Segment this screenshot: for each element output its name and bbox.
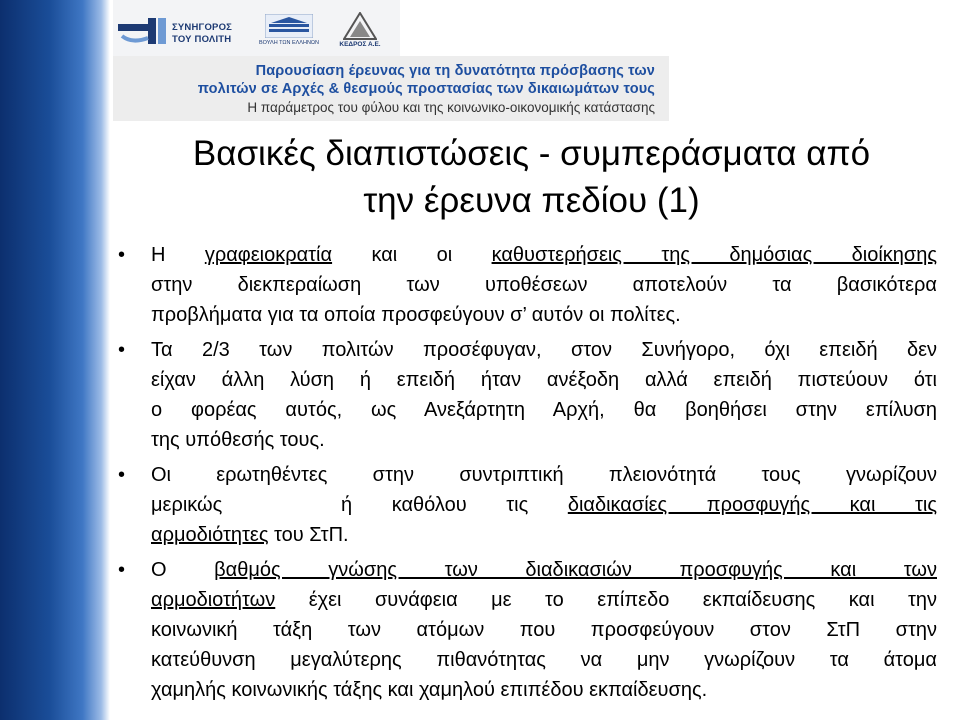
bullet-1-line-3: προβλήματα για τα οποία προσφεύγουν σ’ αυτόν οι πολίτες. (151, 304, 681, 326)
bullet-item-1 (113, 240, 937, 330)
bullet-item-2 (113, 335, 937, 455)
bullet-4-line-1: Ο βαθμός γνώσης των διαδικασιών προσφυγής και των (151, 559, 937, 581)
underlined-phrase: διαδικασίες προσφυγής και τις (567, 494, 937, 516)
bullet-4-line-2: αρμοδιοτήτων έχει συνάφεια με το επίπεδο εκπαίδευσης και την (151, 589, 937, 611)
bullet-2-line-4: της υπόθεσής τους. (151, 429, 325, 451)
research-banner (113, 56, 669, 121)
spoc-logo (118, 0, 233, 56)
bullet-mark: • (118, 464, 126, 486)
banner-line-2: πολιτών σε Αρχές & θεσμούς προστασίας των δικαιωμάτων τους (197, 81, 655, 97)
bullet-4-line-3: κοινωνική τάξη των ατόμων που προσφεύγουν στον ΣτΠ στην (151, 619, 937, 641)
slide-title-line-1: Βασικές διαπιστώσεις - συμπεράσματα από (192, 134, 871, 173)
bullet-mark: • (118, 559, 126, 581)
parliament-logo-text: ΒΟΥΛΗ ΤΩΝ ΕΛΛΗΝΩΝ (258, 40, 320, 46)
bullet-2-line-2: είχαν άλλη λύση ή επειδή ήταν ανέξοδη αλλά επειδή πιστεύουν ότι (151, 369, 937, 391)
bullet-item-3 (113, 460, 937, 550)
kedros-logo (335, 0, 385, 56)
bullet-item-4 (113, 555, 937, 705)
bullet-4-line-4: κατεύθυνση μεγαλύτερης πιθανότητας να μην γνωρίζουν τα άτομα (151, 649, 937, 671)
underlined-phrase: καθυστερήσεις της δημόσιας διοίκησης (491, 244, 938, 266)
kedros-logo-text: ΚΕΔΡΟΣ Α.Ε. (339, 41, 381, 48)
bullet-2-line-3: ο φορέας αυτός, ως Ανεξάρτητη Αρχή, θα βοηθήσει στην επίλυση (151, 399, 937, 421)
banner-line-1: Παρουσίαση έρευνας για τη δυνατότητα πρόσβασης των (255, 63, 655, 79)
bullet-3-line-3: αρμοδιότητες του ΣτΠ. (151, 524, 349, 546)
underlined-phrase: βαθμός γνώσης των διαδικασιών προσφυγής και των (214, 559, 937, 581)
bullet-2-line-1: Τα 2/3 των πολιτών προσέφυγαν, στον Συνήγορο, όχι επειδή δεν (151, 339, 937, 361)
bullet-list (113, 240, 937, 710)
sidebar-gradient (0, 0, 110, 720)
underlined-phrase: γραφειοκρατία (204, 244, 333, 266)
bullet-1-line-2: στην διεκπεραίωση των υποθέσεων αποτελούν τα βασικότερα (151, 274, 937, 296)
bullet-3-line-1: Οι ερωτηθέντες στην συντριπτική πλειονότητά τους γνωρίζουν (151, 464, 937, 486)
bullet-mark: • (118, 339, 126, 361)
spoc-logo-text: ΣΥΝΗΓΟΡΟΣ ΤΟΥ ΠΟΛΙΤΗ (172, 22, 233, 45)
bullet-mark: • (118, 244, 126, 266)
slide-title (113, 130, 950, 224)
banner-subtitle: Η παράμετρος του φύλου και της κοινωνικο-οικονομικής κατάστασης (247, 100, 655, 115)
slide-title-line-2: την έρευνα πεδίου (1) (363, 181, 700, 220)
bullet-4-line-5: χαμηλής κοινωνικής τάξης και χαμηλού επιπέδου εκπαίδευσης. (151, 679, 708, 701)
underlined-phrase: αρμοδιοτήτων (151, 589, 276, 611)
parliament-logo (250, 0, 328, 56)
bullet-3-line-2: μερικώς ή καθόλου τις διαδικασίες προσφυγής και τις (151, 494, 937, 516)
spoc-logo-icon (118, 18, 168, 44)
bullet-1-line-1: Η γραφειοκρατία και οι καθυστερήσεις της δημόσιας διοίκησης (151, 244, 938, 266)
kedros-logo-icon (343, 12, 377, 40)
underlined-phrase: αρμοδιότητες (151, 524, 269, 546)
parliament-logo-icon (265, 14, 313, 38)
